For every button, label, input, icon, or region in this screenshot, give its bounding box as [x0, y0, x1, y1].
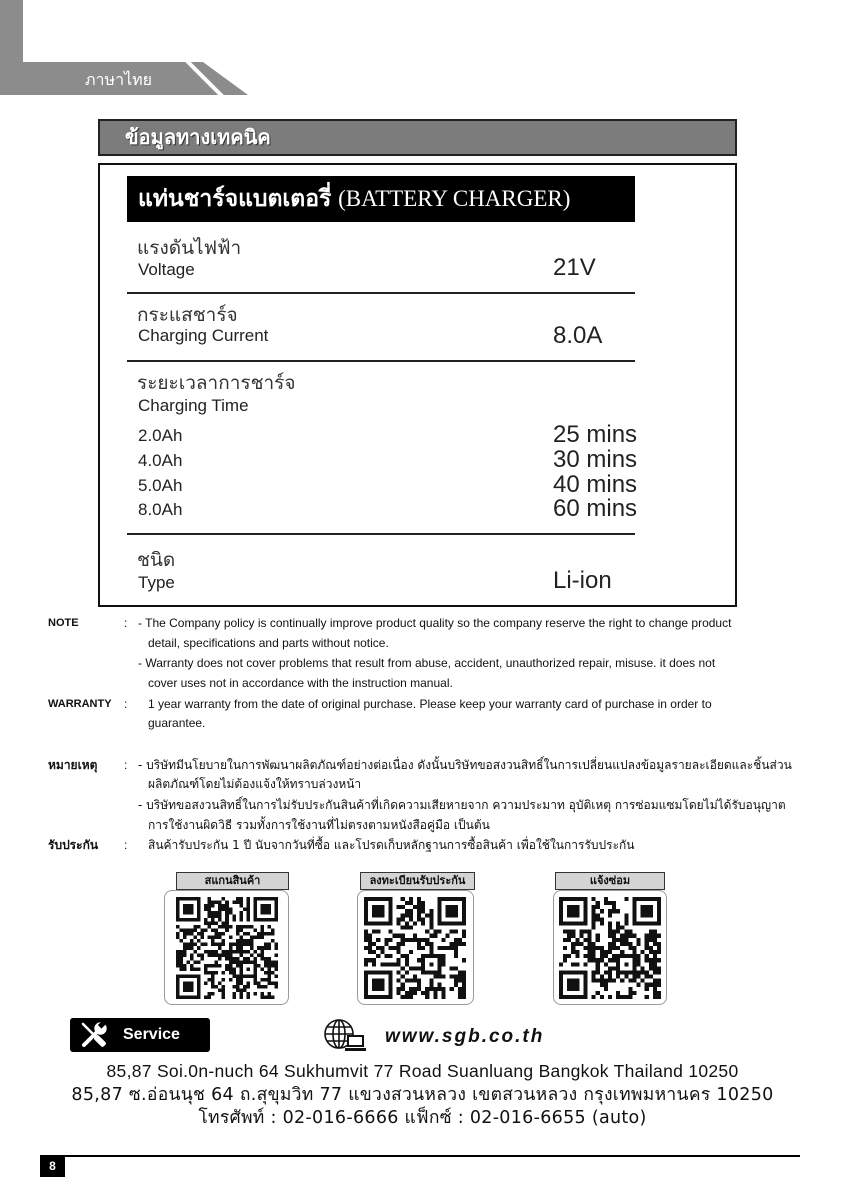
current-label-en: Charging Current [138, 326, 269, 345]
qr-frame-scan-product [164, 890, 289, 1005]
voltage-value: 21V [553, 254, 596, 281]
remark-line-th: - บริษัทมีนโยบายในการพัฒนาผลิตภัณฑ์อย่างต่อเนื่อง ดังนั้นบริษัทขอสงวนสิทธิ์ในการเปลี่ยนแปลงข้อมูลรายละเอียดและชิ้นส่วน [138, 758, 792, 772]
charging-time-label-th: ระยะเวลาการชาร์จ [137, 372, 296, 394]
spec-title-th: แท่นชาร์จแบตเตอรี่ [138, 186, 332, 212]
warranty-line: 1 year warranty from the date of original purchase. Please keep your warranty card of purchase in order to [148, 697, 712, 711]
note-line: detail, specifications and parts without notice. [148, 636, 389, 650]
qr-frame-warranty-registration [357, 890, 474, 1005]
warranty-colon-th: : [124, 838, 128, 852]
address-thai: 85,87 ซ.อ่อนนุช 64 ถ.สุขุมวิท 77 แขวงสวนหลวง เขตสวนหลวง กรุงเทพมหานคร 10250 [71, 1085, 774, 1105]
address-english: 85,87 Soi.0n-nuch 64 Sukhumvit 77 Road Suanluang Bangkok Thailand 10250 [106, 1061, 739, 1081]
voltage-label-th: แรงดันไฟฟ้า [137, 237, 242, 259]
current-value: 8.0A [553, 322, 603, 349]
spec-title-en: (BATTERY CHARGER) [338, 186, 571, 211]
page-number: 8 [49, 1159, 56, 1173]
warranty-line-th: สินค้ารับประกัน 1 ปี นับจากวันที่ซื้อ และโปรดเก็บหลักฐานการซื้อสินค้า เพื่อใช้ในการรับประกัน [148, 838, 635, 852]
phone-fax: โทรศัพท์ : 02-016-6666 แฟ็กซ์ : 02-016-6655 (auto) [198, 1108, 647, 1128]
note-line: - The Company policy is continually improve product quality so the company reserve the right to change product [138, 616, 732, 630]
qr-modules [559, 897, 661, 999]
page-number-box [40, 1156, 65, 1177]
spec-divider [127, 292, 635, 294]
note-line: cover uses not in accordance with the instruction manual. [148, 676, 453, 690]
qr-code-repair-request [559, 897, 661, 999]
type-value: Li-ion [553, 567, 612, 594]
spec-title [138, 185, 628, 213]
battery-capacity: 2.0Ah [138, 426, 183, 445]
charging-time-value: 60 mins [553, 495, 638, 522]
charging-time-value: 25 mins [553, 421, 638, 448]
qr-frame-repair-request [553, 890, 667, 1005]
type-label-th: ชนิด [137, 549, 176, 571]
current-label-th: กระแสชาร์จ [137, 304, 238, 326]
spec-title-bar [127, 176, 635, 222]
remark-colon: : [124, 758, 128, 772]
remark-line-th: - บริษัทขอสงวนสิทธิ์ในการไม่รับประกันสินค้าที่เกิดความเสียหายจาก ความประมาท อุบัติเหตุ การซ่อมแซมโดยไม่ได้รับอนุญาต [138, 798, 786, 812]
website-url: www.sgb.co.th [385, 1026, 545, 1047]
footer-rule [40, 1155, 800, 1157]
qr-label-warranty-registration-tab [360, 872, 475, 890]
voltage-label-en: Voltage [138, 260, 195, 279]
charging-time-value: 30 mins [553, 446, 638, 473]
battery-capacity: 4.0Ah [138, 451, 183, 470]
qr-code-scan-product [176, 897, 278, 999]
note-label: NOTE [48, 617, 79, 629]
note-colon: : [124, 616, 128, 630]
qr-label-repair-request: แจ้งซ่อม [589, 874, 631, 887]
section-title: ข้อมูลทางเทคนิค [125, 125, 271, 149]
service-label: Service [123, 1026, 180, 1043]
globe-computer-icon [323, 1018, 367, 1054]
service-badge [70, 1018, 210, 1052]
charging-time-value: 40 mins [553, 471, 638, 498]
section-header [98, 119, 737, 156]
qr-label-scan-product: สแกนสินค้า [204, 874, 261, 887]
wrench-screwdriver-icon [79, 1020, 109, 1050]
language-tab-label: ภาษาไทย [85, 70, 153, 89]
qr-modules [364, 897, 466, 999]
warranty-colon: : [124, 697, 128, 711]
remark-line-th: ผลิตภัณฑ์โดยไม่ต้องแจ้งให้ทราบล่วงหน้า [148, 777, 362, 791]
battery-capacity: 5.0Ah [138, 476, 183, 495]
warranty-label-th: รับประกัน [48, 838, 99, 852]
qr-label-warranty-registration: ลงทะเบียนรับประกัน [369, 874, 466, 887]
type-label-en: Type [138, 573, 175, 592]
warranty-label: WARRANTY [48, 698, 112, 710]
battery-capacity: 8.0Ah [138, 500, 183, 519]
spec-divider [127, 533, 635, 535]
qr-label-repair-request-tab [555, 872, 665, 890]
qr-label-scan-product-tab [176, 872, 289, 890]
language-tab [0, 0, 250, 96]
qr-code-warranty-registration [364, 897, 466, 999]
qr-modules [176, 897, 278, 999]
spec-divider [127, 360, 635, 362]
remark-label-th: หมายเหตุ [48, 758, 98, 772]
charging-time-label-en: Charging Time [138, 396, 249, 415]
note-line: - Warranty does not cover problems that result from abuse, accident, unauthorized repair, misuse. it does not [138, 656, 716, 670]
remark-line-th: การใช้งานผิดวิธี รวมทั้งการใช้งานที่ไม่ตรงตามหนังสือคู่มือ เป็นต้น [148, 818, 490, 832]
warranty-line: guarantee. [148, 716, 206, 730]
